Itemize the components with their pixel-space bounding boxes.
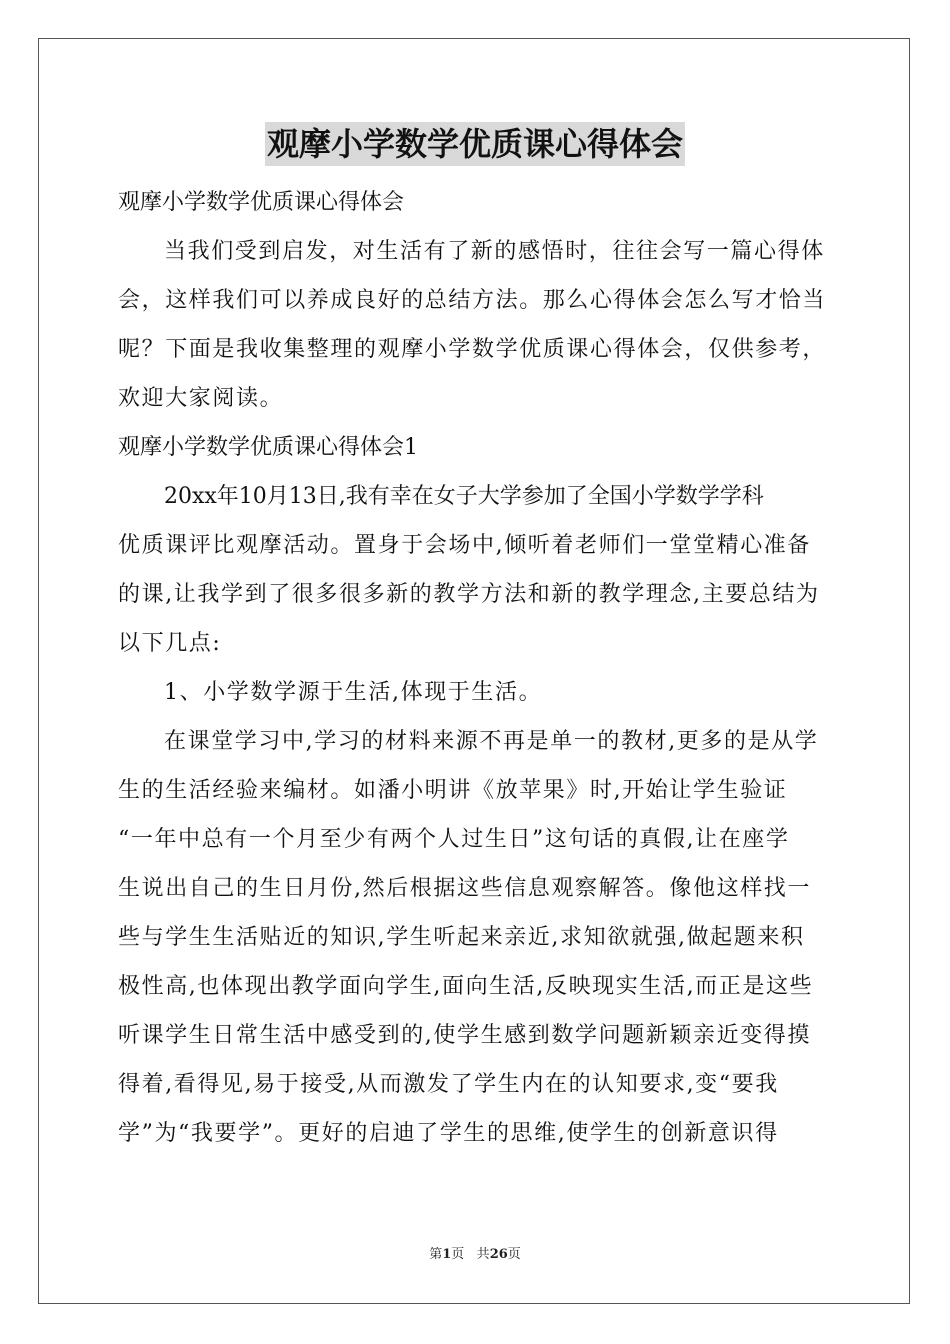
- paragraph-line: “一年中总有一个月至少有两个人过生日”这句话的真假,让在座学: [118, 827, 790, 852]
- paragraph-line: 欢迎大家阅读。: [118, 386, 284, 411]
- paragraph-line: 以下几点:: [118, 631, 222, 656]
- paragraph-line: 生的生活经验来编材。如潘小明讲《放苹果》时,开始让学生验证: [118, 778, 788, 803]
- paragraph-line: 些与学生生活贴近的知识,学生听起来亲近,求知欲就强,做起题来积: [118, 925, 805, 950]
- paragraph-line: 的课,让我学到了很多很多新的教学方法和新的教学理念,主要总结为: [118, 582, 820, 607]
- paragraph-line: 在课堂学习中,学习的材料来源不再是单一的教材,更多的是从学: [164, 729, 819, 754]
- current-page-number: 1: [442, 1247, 452, 1262]
- subtitle-line: 观摩小学数学优质课心得体会: [118, 190, 405, 215]
- paragraph-line: 当我们受到启发，对生活有了新的感悟时，往往会写一篇心得体: [164, 239, 825, 264]
- paragraph-line: 听课学生日常生活中感受到的,使学生感到数学问题新颖亲近变得摸: [118, 1023, 811, 1048]
- paragraph-line: 生说出自己的生日月份,然后根据这些信息观察解答。像他这样找一: [118, 876, 811, 901]
- paragraph-line: 会，这样我们可以养成良好的总结方法。那么心得体会怎么写才恰当: [118, 288, 827, 313]
- paragraph-line: 呢？下面是我收集整理的观摩小学数学优质课心得体会，仅供参考，: [118, 337, 827, 362]
- section-heading: 观摩小学数学优质课心得体会1: [118, 435, 418, 460]
- document-title: 观摩小学数学优质课心得体会: [265, 122, 685, 166]
- footer-page-suffix: 页: [451, 1247, 465, 1262]
- paragraph-line: 得着,看得见,易于接受,从而激发了学生内在的认知要求,变“要我: [118, 1072, 779, 1097]
- footer-prefix: 第: [429, 1247, 443, 1262]
- document-body: [118, 178, 838, 1158]
- paragraph-line: 极性高,也体现出教学面向学生,面向生活,反映现实生活,而正是这些: [118, 974, 814, 999]
- list-item: 1、小学数学源于生活,体现于生活。: [164, 680, 543, 705]
- paragraph-line: 学”为“我要学”。更好的启迪了学生的思维,使学生的创新意识得: [118, 1121, 779, 1146]
- page-footer: [0, 1245, 950, 1265]
- paragraph-line: 优质课评比观摩活动。置身于会场中,倾听着老师们一堂堂精心准备: [118, 533, 811, 558]
- total-pages-number: 26: [489, 1247, 508, 1262]
- footer-total-prefix: 共: [476, 1247, 490, 1262]
- title-container: [0, 122, 950, 166]
- paragraph-line: 20xx年10月13日,我有幸在女子大学参加了全国小学数学学科: [164, 484, 764, 509]
- footer-total-suffix: 页: [507, 1247, 521, 1262]
